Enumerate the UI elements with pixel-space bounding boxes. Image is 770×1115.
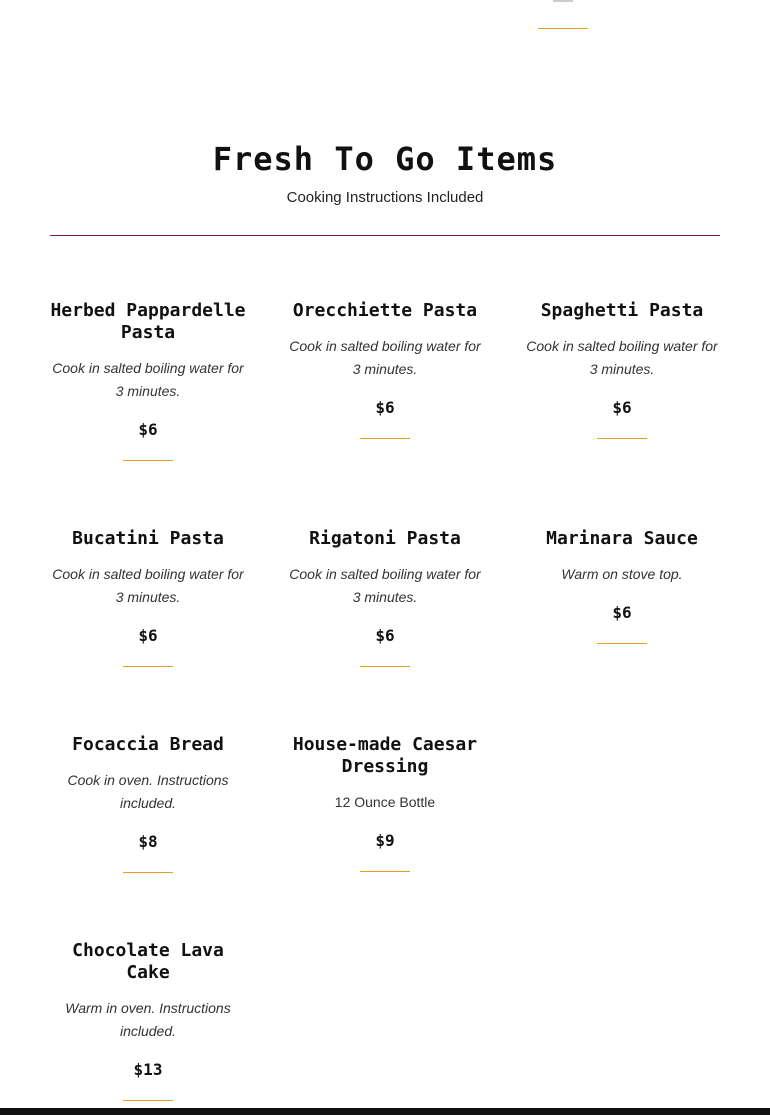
item-divider [360, 666, 410, 667]
item-price: $6 [375, 398, 395, 417]
previous-item-divider [538, 28, 588, 29]
item-name: Bucatini Pasta [72, 528, 224, 549]
item-description: Cook in salted boiling water for 3 minutes. [289, 566, 481, 605]
item-divider [360, 871, 410, 872]
section-subtitle: Cooking Instructions Included [286, 189, 484, 206]
item-divider [123, 1100, 173, 1101]
footer-bar [0, 1108, 770, 1115]
item-description: Cook in salted boiling water for 3 minutes. [289, 338, 481, 377]
item-divider [360, 438, 410, 439]
previous-item-fragment [553, 0, 573, 2]
item-name: Marinara Sauce [546, 528, 698, 549]
item-price: $6 [612, 603, 632, 622]
menu-item [48, 528, 248, 667]
item-price: $9 [375, 831, 395, 850]
item-price: $6 [138, 626, 158, 645]
item-name: Focaccia Bread [72, 734, 224, 755]
menu-item [522, 300, 722, 439]
item-name: House-made Caesar Dressing [292, 734, 478, 777]
item-price: $8 [138, 832, 158, 851]
item-name: Chocolate Lava Cake [72, 940, 224, 983]
item-name: Herbed Pappardelle Pasta [50, 300, 246, 343]
item-description: Cook in oven. Instructions included. [67, 772, 229, 811]
item-description: Cook in salted boiling water for 3 minutes. [52, 566, 244, 605]
item-description: 12 Ounce Bottle [334, 794, 436, 810]
section-title: Fresh To Go Items [212, 140, 558, 178]
item-description: Cook in salted boiling water for 3 minutes. [526, 338, 718, 377]
item-description: Warm in oven. Instructions included. [65, 1000, 231, 1039]
item-divider [123, 666, 173, 667]
item-divider [597, 643, 647, 644]
item-price: $6 [375, 626, 395, 645]
menu-item [285, 734, 485, 872]
item-name: Rigatoni Pasta [309, 528, 461, 549]
menu-item [285, 300, 485, 439]
section-divider [50, 235, 720, 236]
item-name: Spaghetti Pasta [540, 300, 704, 321]
item-description: Warm on stove top. [561, 566, 683, 582]
menu-item [522, 528, 722, 644]
menu-item [285, 528, 485, 667]
item-divider [597, 438, 647, 439]
menu-item [48, 940, 248, 1101]
item-price: $6 [612, 398, 632, 417]
item-divider [123, 872, 173, 873]
item-description: Cook in salted boiling water for 3 minutes. [52, 360, 244, 399]
menu-item [48, 300, 248, 461]
item-price: $13 [133, 1060, 163, 1079]
item-divider [123, 460, 173, 461]
item-name: Orecchiette Pasta [292, 300, 478, 321]
item-price: $6 [138, 420, 158, 439]
menu-item [48, 734, 248, 873]
